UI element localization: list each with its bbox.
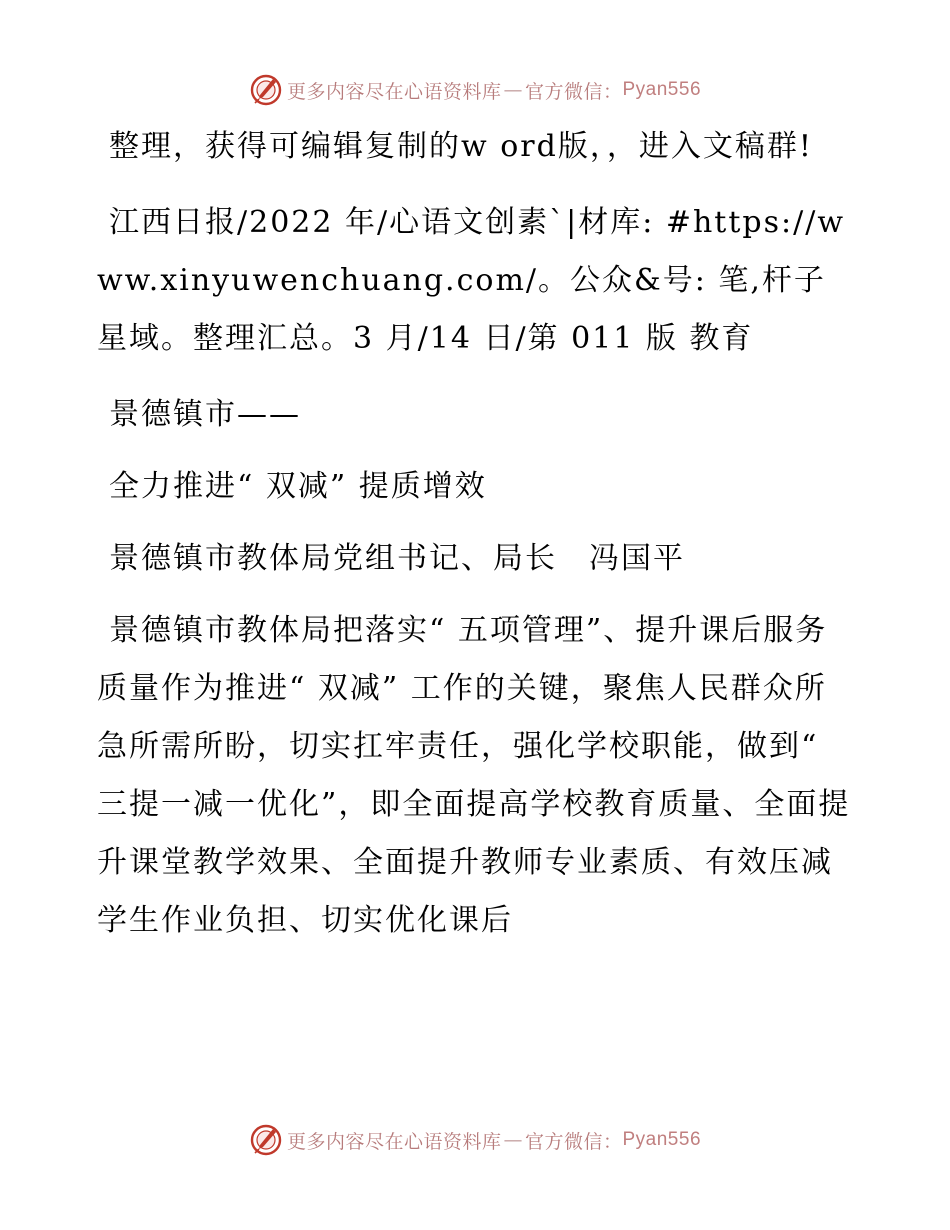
body-paragraph: 景德镇市教体局把落实“ 五项管理”、提升课后服务质量作为推进“ 双减” 工作的关键，聚焦人民群众所急所需所盼，切实扛牢责任，强化学校职能，做到“ 三提一减一优化”，即全面提高学校教育质量、全面提升课堂教学效果、全面提升教师专业素质、有效压减学生作业负担、切实优化课后 [97, 613, 851, 938]
location-heading: 景德镇市—— [109, 397, 301, 432]
watermark-dash: — [503, 1129, 523, 1151]
watermark-contact-id: Pyan556 [622, 79, 702, 100]
intro-paragraph: 整理，获得可编辑复制的w ord版，，进入文稿群! [109, 129, 813, 164]
author-line: 景德镇市教体局党组书记、局长 冯国平 [109, 541, 685, 576]
header-watermark [0, 70, 950, 110]
footer-watermark [0, 1120, 950, 1160]
feather-pen-logo-icon [249, 73, 283, 107]
watermark-contact-id: Pyan556 [622, 1129, 702, 1150]
feather-pen-logo-icon [249, 1123, 283, 1157]
watermark-contact-label: 官方微信： [524, 1130, 623, 1153]
article-title: 全力推进“ 双减” 提质增效 [109, 469, 487, 504]
watermark-dash: — [503, 79, 523, 101]
watermark-contact-label: 官方微信： [524, 80, 623, 103]
document-body [97, 118, 857, 968]
watermark-text: 更多内容尽在心语资料库 [286, 1130, 502, 1153]
source-paragraph: 江西日报/2022 年/心语文创素`|材库: #https://www.xinyuwenchuang.com/。公众&号: 笔,杆子星域。整理汇总。3 月/14 日/第 011 版 教育 [97, 205, 846, 356]
watermark-text: 更多内容尽在心语资料库 [286, 80, 502, 103]
